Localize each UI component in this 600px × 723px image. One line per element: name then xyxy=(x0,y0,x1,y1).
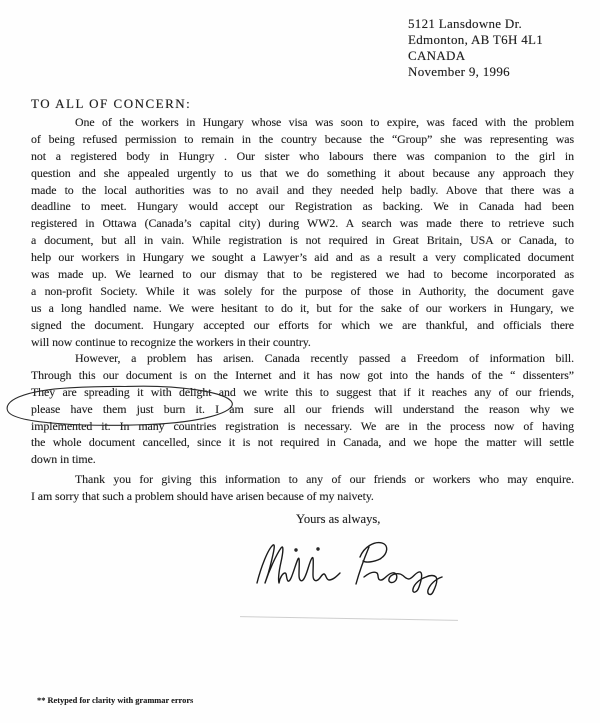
letter-line: a document, but all in vain. While registration is not required in Great Britain, USA or Canada, to xyxy=(31,233,574,248)
letter-line: please have them just burn it. I am sure all our friends will understand the reason why we xyxy=(31,401,574,416)
letter-line: Through this our document is on the Internet and it has now got into the hands of the “ dissenters” xyxy=(31,367,574,382)
paragraph-3 xyxy=(31,471,574,505)
letter-line: signed the document. Hungary accepted our efforts for which we are thankful, and officials there xyxy=(31,317,574,332)
scan-artifact-line xyxy=(240,616,458,621)
signature-i-dot xyxy=(317,548,319,550)
paragraph-2 xyxy=(31,350,574,468)
letter-line: the whole document cancelled, since it is not required in Canada, and we hope the matter will settle xyxy=(31,435,574,450)
signature-willis-propp xyxy=(252,537,464,599)
letter-line: They are spreading it with delight and we write this to suggest that if it reaches any of our friends, xyxy=(31,384,574,399)
sender-address-block xyxy=(408,16,543,80)
letter-line: will now continue to recognize the workers in their country. xyxy=(31,334,311,349)
letter-line: of being refused permission to remain in the country because the “Group” she was representing was xyxy=(31,131,574,146)
letter-line: One of the workers in Hungary whose visa was soon to expire, was faced with the problem xyxy=(75,115,574,129)
letter-line: not a registered body in Hungry . Our sister who labours there was companion to the girl in xyxy=(31,148,574,163)
letter-line: us a long handled name. We were hesitant to do it, but for the sake of our workers in Hungary, we xyxy=(31,300,574,315)
letter-line: implemented it. In many countries registration is necessary. We are in the process now of having xyxy=(31,418,574,433)
letter-line: down in time. xyxy=(31,452,96,467)
letter-line: a non-profit Society. While it was solely for the purpose of those in Authority, the document gave xyxy=(31,283,574,298)
signature-stroke-propp-tail xyxy=(364,572,442,595)
signature-i-dot xyxy=(295,549,297,551)
letter-line: However, a problem has arisen. Canada recently passed a Freedom of information bill. xyxy=(75,351,574,365)
letter-line: was made up. We learned to our dismay that to be registered we had to become incorporated as xyxy=(31,267,574,282)
letter-line: made to the local authorities was to no avail and they needed help badly. Above that there was a xyxy=(31,182,574,197)
address-line-street: 5121 Lansdowne Dr. xyxy=(408,16,523,31)
address-line-country: CANADA xyxy=(408,48,466,63)
footnote: ** Retyped for clarity with grammar errors xyxy=(37,696,194,705)
address-line-city: Edmonton, AB T6H 4L1 xyxy=(408,32,544,47)
closing-phrase: Yours as always, xyxy=(296,512,381,526)
letter-line: I am sorry that such a problem should have arisen because of my naivety. xyxy=(31,488,374,503)
signature-stroke-willis xyxy=(257,545,340,583)
salutation: TO ALL OF CONCERN: xyxy=(31,96,192,111)
letter-line: registered in Ottawa (Canada’s capital city) during WW2. A search was made there to retrieve such xyxy=(31,216,574,231)
paragraph-1 xyxy=(31,114,574,350)
letter-line: deadline to meet. Hungary would accept our Registration as backing. We in Canada had been xyxy=(31,199,574,214)
letter-date: November 9, 1996 xyxy=(408,64,510,79)
letter-line: question and she appealed urgently to us that we do something it about because any approach they xyxy=(31,165,574,180)
letter-line: help our workers in Hungary we sought a Lawyer’s aid and as a result a very complicated document xyxy=(31,250,574,265)
letter-line: Thank you for giving this information to any of our friends or workers who may enquire. xyxy=(75,472,574,486)
